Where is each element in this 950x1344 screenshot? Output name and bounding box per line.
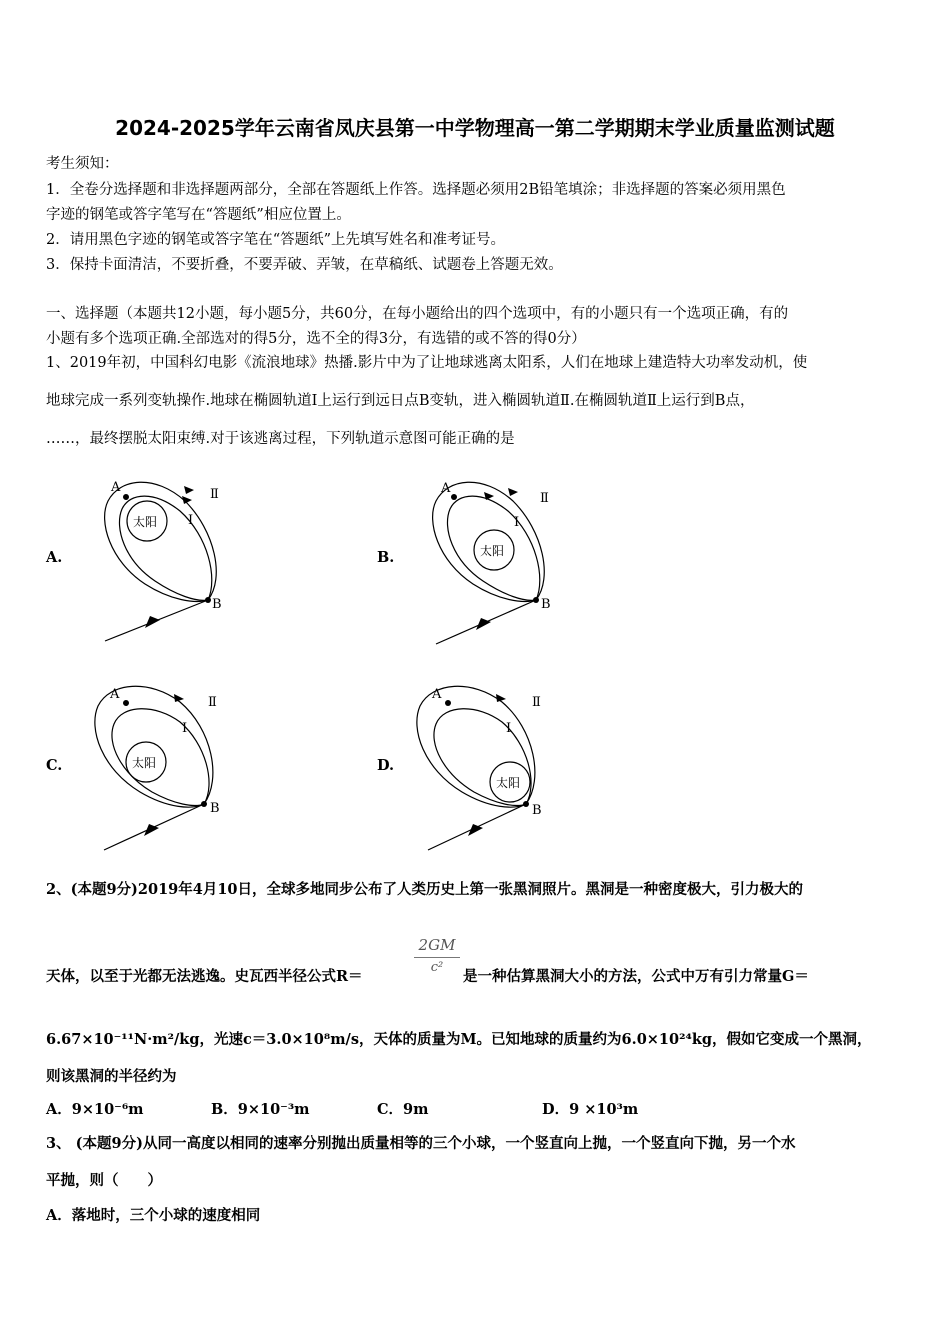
orbit-diagram-b [428,466,578,656]
diagram-d-label-orbit-2: Ⅱ [532,695,541,710]
notice-item-2: 2．请用黑色字迹的钢笔或答字笔在“答题纸”上先填写姓名和准考证号。 [46,232,506,248]
page-title: 2024-2025学年云南省凤庆县第一中学物理高一第二学期期末学业质量监测试题 [115,116,835,140]
question-3-line-2: 平抛，则（ ） [46,1172,162,1189]
question-2-choice-b: B．9×10⁻³m [211,1101,310,1118]
diagram-b-sun-label: 太阳 [480,544,505,558]
diagram-a-label-orbit-2: Ⅱ [210,487,219,502]
question-1-line-2: 地球完成一系列变轨操作.地球在椭圆轨道Ⅰ上运行到远日点B变轨，进入椭圆轨道Ⅱ.在椭圆轨道Ⅱ上运行到B点， [46,393,755,409]
diagram-c-label-orbit-1: Ⅰ [182,721,188,736]
question-2-choice-d: D．9 ×10³m [542,1101,639,1118]
question-3-line-1: 3、 (本题9分)从同一高度以相同的速率分别抛出质量相等的三个小球，一个竖直向上抛，一个竖直向下抛，另一个水 [46,1135,796,1152]
formula-numerator: 2GM [414,936,460,958]
section-1-intro-line-2: 小题有多个选项正确.全部选对的得5分，选不全的得3分，有选错的或不答的得0分） [46,331,586,347]
question-2-line-2-before: 天体，以至于光都无法逃逸。史瓦西半径公式R＝ [46,968,363,985]
option-d-label: D. [377,757,395,774]
question-2-choice-a: A．9×10⁻⁶m [46,1101,144,1118]
diagram-a-label-a: A [111,480,121,495]
diagram-d-sun-label: 太阳 [496,776,521,790]
orbit-diagram-d [414,674,564,864]
schwarzschild-formula-fraction [414,936,460,975]
question-2-line-3: 6.67×10⁻¹¹N·m²/kg，光速c＝3.0×10⁸m/s，天体的质量为M。已知地球的质量约为6.0×10²⁴kg，假如它变成一个黑洞， [46,1031,872,1048]
question-2-choice-c: C．9m [377,1101,429,1118]
option-b-label: B. [377,549,395,566]
option-a-label: A. [46,549,63,566]
diagram-d-label-b: B [532,803,542,818]
diagram-b-label-b: B [541,597,551,612]
diagram-b-label-orbit-2: Ⅱ [540,491,549,506]
diagram-d-label-orbit-1: Ⅰ [506,721,512,736]
section-1-intro-line-1: 一、选择题（本题共12小题，每小题5分，共60分，在每小题给出的四个选项中，有的小题只有一个选项正确，有的 [46,306,789,322]
orbit-diagram-a [100,466,250,656]
diagram-c-label-orbit-2: Ⅱ [208,695,217,710]
orbit-diagram-c [92,674,242,864]
diagram-b-label-a: A [441,481,451,496]
diagram-d-label-a: A [432,687,442,702]
diagram-c-sun-label: 太阳 [132,756,157,770]
diagram-c-label-a: A [110,687,120,702]
question-3-option-a: A．落地时，三个小球的速度相同 [46,1207,261,1224]
notice-item-1-line-2: 字迹的钢笔或答字笔写在“答题纸”相应位置上。 [46,207,351,223]
diagram-a-label-orbit-1: Ⅰ [188,513,194,528]
notice-item-1-line-1: 1．全卷分选择题和非选择题两部分，全部在答题纸上作答。选择题必须用2B铅笔填涂；非选择题的答案必须用黑色 [46,182,786,198]
diagram-a-label-b: B [212,597,222,612]
question-1-line-3: ……，最终摆脱太阳束缚.对于该逃离过程，下列轨道示意图可能正确的是 [46,431,515,447]
notice-item-3: 3．保持卡面清洁，不要折叠，不要弄破、弄皱，在草稿纸、试题卷上答题无效。 [46,257,563,273]
notice-heading: 考生须知： [46,156,119,172]
question-2-line-1: 2、(本题9分)2019年4月10日，全球多地同步公布了人类历史上第一张黑洞照片。黑洞是一种密度极大，引力极大的 [46,881,804,898]
option-c-label: C. [46,757,63,774]
question-1-line-1: 1、2019年初，中国科幻电影《流浪地球》热播.影片中为了让地球逃离太阳系，人们在地球上建造特大功率发动机，使 [46,355,808,371]
diagram-a-sun-label: 太阳 [133,515,158,529]
question-2-line-4: 则该黑洞的半径约为 [46,1068,177,1085]
diagram-b-label-orbit-1: Ⅰ [514,515,520,530]
formula-denominator: c² [430,960,444,975]
diagram-c-label-b: B [210,801,220,816]
question-2-line-2-after: 是一种估算黑洞大小的方法，公式中万有引力常量G＝ [463,968,809,985]
